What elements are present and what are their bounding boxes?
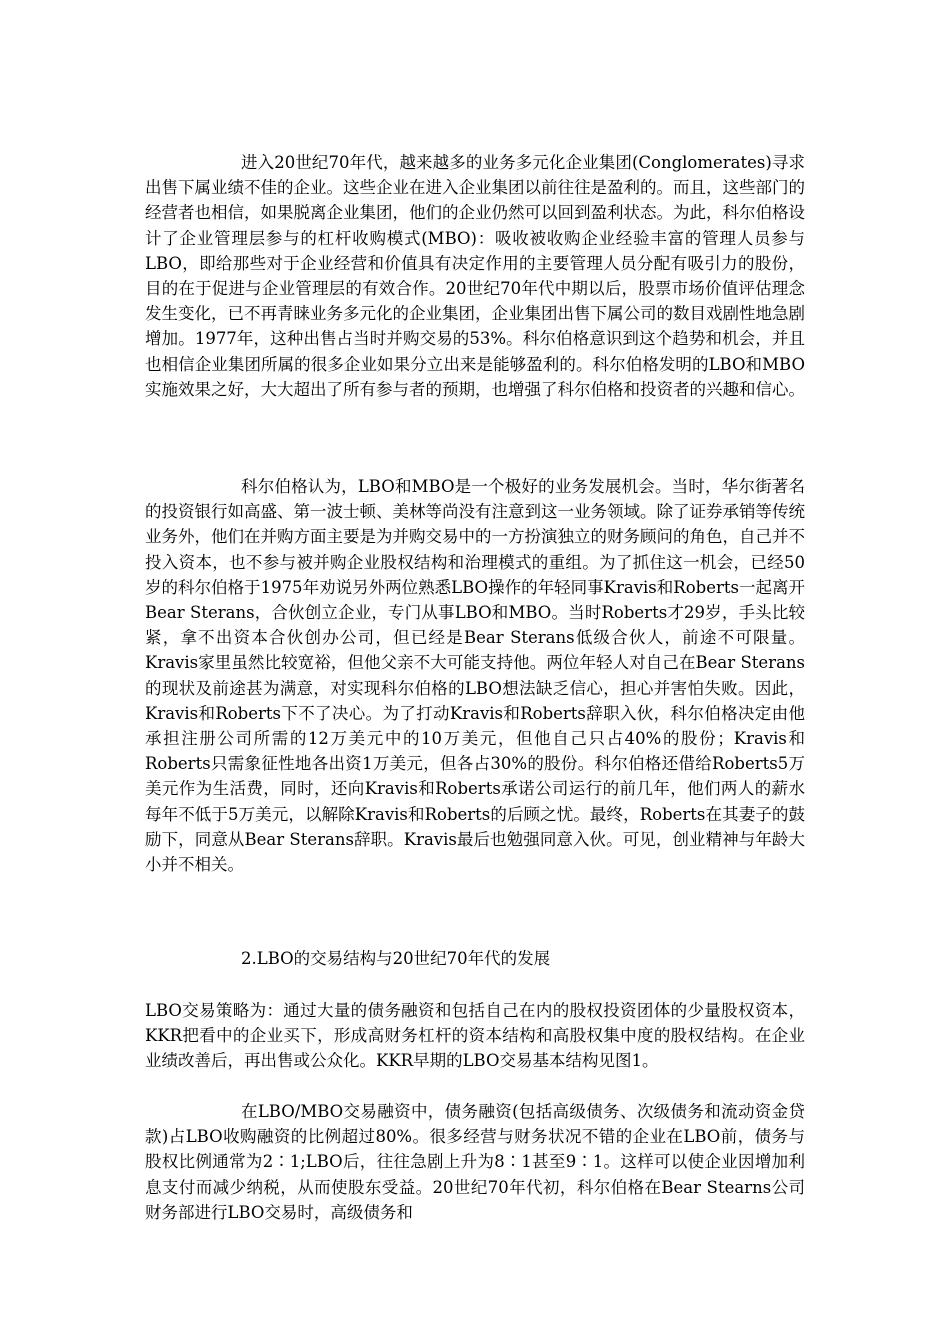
paragraph-conglomerates-mbo: 进入20世纪70年代，越来越多的业务多元化企业集团(Conglomerates)寻求出售下属业绩不佳的企业。这些企业在进入企业集团以前往往是盈利的。而且，这些部门的经营者也相信，如果脱离企业集团，他们的企业仍然可以回到盈利状态。为此，科尔伯格设计了企业管理层参与的杠杆收购模式(MBO)：吸收被收购企业经验丰富的管理人员参与LBO，即给那些对于企业经营和价值具有决定作用的主要管理人员分配有吸引力的股份，目的在于促进与企业管理层的有效合作。20世纪70年代中期以后，股票市场价值评估理念发生变化，已不再青睐业务多元化的企业集团，企业集团出售下属公司的数目戏剧性地急剧增加。1977年，这种出售占当时并购交易的53%。科尔伯格意识到这个趋势和机会，并且也相信企业集团所属的很多企业如果分立出来是能够盈利的。科尔伯格发明的LBO和MBO实施效果之好，大大超出了所有参与者的预期，也增强了科尔伯格和投资者的兴趣和信心。 [145, 153, 805, 399]
section-heading-lbo-structure: 2.LBO的交易结构与20世纪70年代的发展 [241, 949, 551, 968]
paragraph-kkr-founding: 科尔伯格认为，LBO和MBO是一个极好的业务发展机会。当时，华尔街著名的投资银行如高盛、第一波士顿、美林等尚没有注意到这一业务领域。除了证券承销等传统业务外，他们在并购方面主要是为并购交易中的一方扮演独立的财务顾问的角色，自己并不投入资本，也不参与被并购企业股权结构和治理模式的重组。为了抓住这一机会，已经50岁的科尔伯格于1975年劝说另外两位熟悉LBO操作的年轻同事Kravis和Roberts一起离开Bear Sterans，合伙创立企业，专门从事LBO和MBO。当时Roberts才29岁，手头比较紧，拿不出资本合伙创办公司，但已经是Bear Sterans低级合伙人，前途不可限量。Kravis家里虽然比较宽裕，但他父亲不大可能支持他。两位年轻人对自己在Bear Sterans的现状及前途甚为满意，对实现科尔伯格的LBO想法缺乏信心，担心并害怕失败。因此，Kravis和Roberts下不了决心。为了打动Kravis和Roberts辞职入伙，科尔伯格决定由他承担注册公司所需的12万美元中的10万美元，但他自己只占40%的股份；Kravis和Roberts只需象征性地各出资1万美元，但各占30%的股份。科尔伯格还借给Roberts5万美元作为生活费，同时，还向Kravis和Roberts承诺公司运行的前几年，他们两人的薪水每年不低于5万美元，以解除Kravis和Roberts的后顾之忧。最终，Roberts在其妻子的鼓励下，同意从Bear Sterans辞职。Kravis最后也勉强同意入伙。可见，创业精神与年龄大小并不相关。 [145, 477, 805, 875]
paragraph-lbo-financing: 在LBO/MBO交易融资中，债务融资(包括高级债务、次级债务和流动资金贷款)占LBO收购融资的比例超过80%。很多经营与财务状况不错的企业在LBO前，债务与股权比例通常为2∶1;LBO后，往往急剧上升为8∶1甚至9∶1。这样可以使企业因增加利息支付而减少纳税，从而使股东受益。20世纪70年代初，科尔伯格在Bear Stearns公司财务部进行LBO交易时，高级债务和 [145, 1102, 805, 1222]
paragraph-lbo-strategy: LBO交易策略为：通过大量的债务融资和包括自己在内的股权投资团体的少量股权资本，KKR把看中的企业买下，形成高财务杠杆的资本结构和高股权集中度的股权结构。在企业业绩改善后，再出售或公众化。KKR早期的LBO交易基本结构见图1。 [145, 1001, 805, 1071]
